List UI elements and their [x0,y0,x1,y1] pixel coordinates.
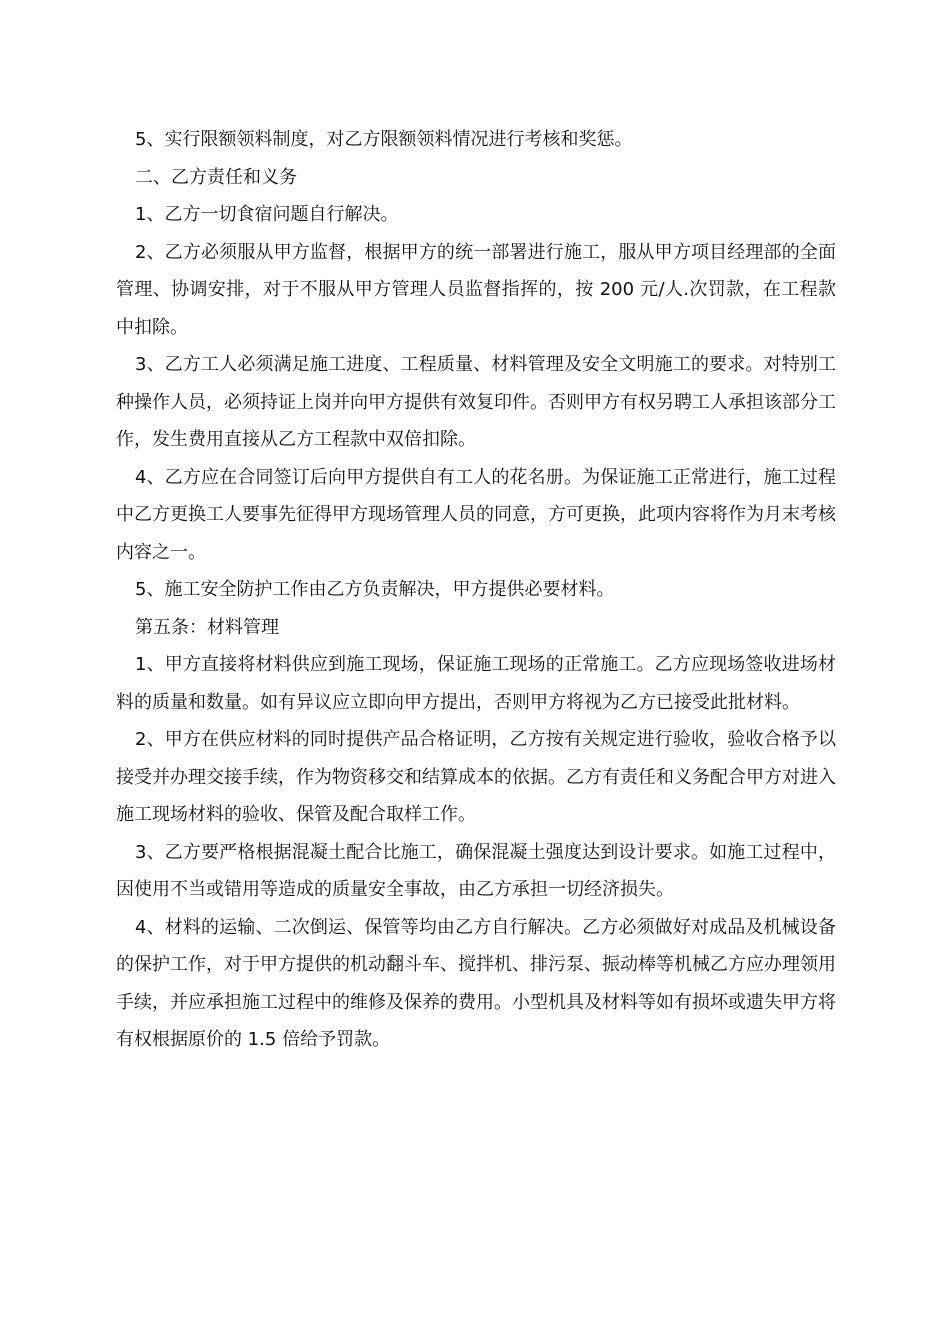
paragraph-item-4-roster: 4、乙方应在合同签订后向甲方提供自有工人的花名册。为保证施工正常进行，施工过程中乙方更换工人要事先征得甲方现场管理人员的同意，方可更换，此项内容将作为月末考核内容之一。 [116,466,836,563]
paragraph-item-2-certification: 2、甲方在供应材料的同时提供产品合格证明，乙方按有关规定进行验收，验收合格予以接受并办理交接手续，作为物资移交和结算成本的依据。乙方有责任和义务配合甲方对进入施工现场材料的验收、保管及配合取样工作。 [116,729,836,825]
paragraph-item-1-lodging: 1、乙方一切食宿问题自行解决。 [135,204,399,225]
paragraph-item-3-workers: 3、乙方工人必须满足施工进度、工程质量、材料管理及安全文明施工的要求。对特别工种操作人员，必须持证上岗并向甲方提供有效复印件。否则甲方有权另聘工人承担该部分工作，发生费用直接从乙方工程款中双倍扣除。 [116,354,836,450]
paragraph-item-2-supervision: 2、乙方必须服从甲方监督，根据甲方的统一部署进行施工，服从甲方项目经理部的全面管理、协调安排，对于不服从甲方管理人员监督指挥的，按 200 元/人.次罚款，在工程款中扣除。 [116,241,836,338]
document-body [116,121,836,1059]
section-heading-party-b-duties: 二、乙方责任和义务 [135,166,297,188]
paragraph-item-3-concrete: 3、乙方要严格根据混凝土配合比施工，确保混凝土强度达到设计要求。如施工过程中，因使用不当或错用等造成的质量安全事故，由乙方承担一切经济损失。 [116,841,836,900]
paragraph-item-1-supply: 1、甲方直接将材料供应到施工现场，保证施工现场的正常施工。乙方应现场签收进场材料的质量和数量。如有异议应立即向甲方提出，否则甲方将视为乙方已接受此批材料。 [116,654,836,713]
article-heading-material-management: 第五条：材料管理 [135,616,279,638]
paragraph-item-5-quota: 5、实行限额领料制度，对乙方限额领料情况进行考核和奖惩。 [135,129,633,150]
paragraph-item-4-transport: 4、材料的运输、二次倒运、保管等均由乙方自行解决。乙方必须做好对成品及机械设备的保护工作，对于甲方提供的机动翻斗车、搅拌机、排污泵、振动棒等机械乙方应办理领用手续，并应承担施工过程中的维修及保养的费用。小型机具及材料等如有损坏或遗失甲方将有权根据原价的 1.5 倍给予罚款。 [116,916,836,1050]
paragraph-item-5-safety: 5、施工安全防护工作由乙方负责解决，甲方提供必要材料。 [135,579,615,600]
